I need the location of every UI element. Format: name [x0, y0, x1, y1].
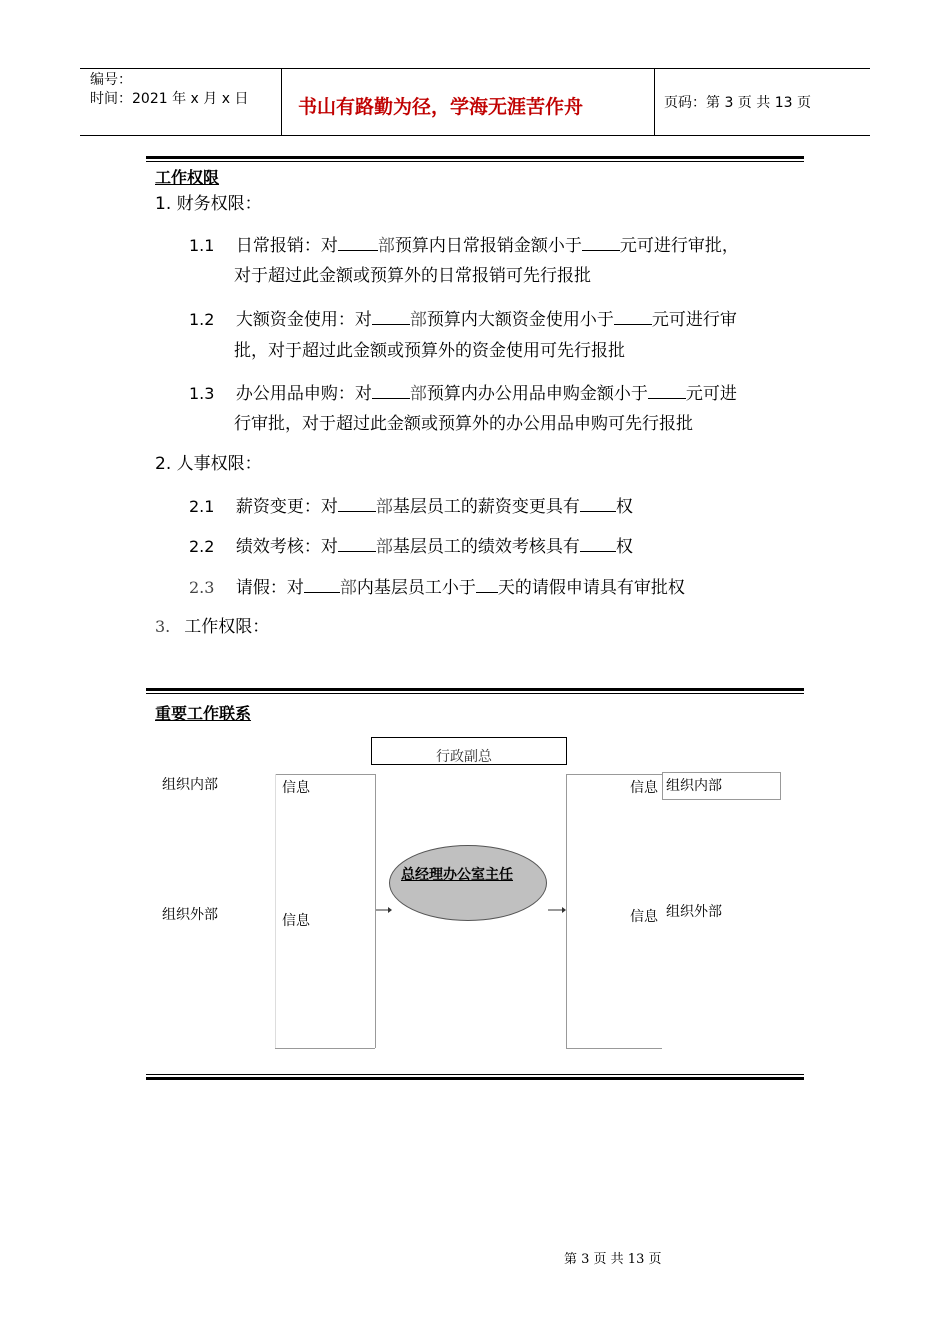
- section2-rule-thick: [146, 688, 804, 691]
- item-text: 薪资变更：对: [235, 497, 338, 517]
- item-text: 基层员工的绩效考核具有: [392, 537, 580, 557]
- blank-field[interactable]: [648, 380, 686, 399]
- section2-bottom-rule-thick: [146, 1077, 804, 1080]
- item-text: 元可进行审: [651, 310, 737, 330]
- center-label: 总经理办公室主任: [401, 867, 513, 883]
- header-date: 时间：2021 年 x 月 x 日: [90, 91, 249, 107]
- left-info-2: 信息: [282, 913, 310, 929]
- header-divider-1: [281, 68, 282, 136]
- item-1-3: [189, 380, 737, 406]
- section1-title: 工作权限: [155, 168, 220, 187]
- left-bracket-bottom: [275, 1048, 375, 1049]
- dept-word: 部: [339, 578, 357, 598]
- item-number: 1.2: [189, 310, 215, 329]
- blank-field[interactable]: [372, 380, 410, 399]
- item-number: 2.3: [189, 578, 215, 597]
- item-1-1-line2: 对于超过此金额或预算外的日常报销可先行报批: [234, 266, 591, 286]
- item-1-1: [189, 232, 739, 258]
- item-text: 天的请假申请具有审批权: [497, 578, 685, 598]
- dept-word: 部: [409, 310, 427, 330]
- blank-field[interactable]: [614, 306, 652, 325]
- item-text: 办公用品申购：对: [235, 384, 372, 404]
- right-bracket-bottom: [566, 1048, 662, 1049]
- right-info-2: 信息: [630, 909, 658, 925]
- top-box: [371, 737, 567, 765]
- blank-field[interactable]: [580, 533, 616, 552]
- left-bracket-top: [275, 774, 375, 775]
- item-text: 绩效考核：对: [235, 537, 338, 557]
- item-number: 1.1: [189, 236, 215, 255]
- item-text: 请假：对: [235, 578, 304, 598]
- right-external-label: 组织外部: [666, 904, 722, 920]
- item-1-2: [189, 306, 737, 332]
- blank-field[interactable]: [338, 232, 378, 251]
- section1-rule-thick: [146, 156, 804, 159]
- item-text: 预算内大额资金使用小于: [426, 310, 614, 330]
- item-2-3: [189, 574, 685, 600]
- blank-field[interactable]: [476, 574, 498, 593]
- right-info-1: 信息: [630, 780, 658, 796]
- section2-bottom-rule-thin: [146, 1074, 804, 1075]
- item-number: 2.2: [189, 537, 215, 556]
- blank-field[interactable]: [338, 533, 376, 552]
- right-arrow-icon: [548, 904, 566, 916]
- item-text: 基层员工的薪资变更具有: [392, 497, 580, 517]
- finance-authority-label: 1. 财务权限：: [155, 194, 262, 214]
- header-bottom-border: [80, 135, 870, 136]
- blank-field[interactable]: [582, 232, 620, 251]
- header-page-number: 页码：第 3 页 共 13 页: [664, 95, 811, 111]
- item-1-2-line2: 批，对于超过此金额或预算外的资金使用可先行报批: [234, 341, 625, 361]
- item-number: 1.3: [189, 384, 215, 403]
- blank-field[interactable]: [372, 306, 410, 325]
- item-number: 2.1: [189, 497, 215, 516]
- left-external-label: 组织外部: [162, 907, 218, 923]
- dept-word: 部: [409, 384, 427, 404]
- item-text: 大额资金使用：对: [235, 310, 372, 330]
- blank-field[interactable]: [304, 574, 340, 593]
- left-arrow-icon: [376, 904, 392, 916]
- work-authority-item: [155, 615, 269, 639]
- item-1-3-line2: 行审批，对于超过此金额或预算外的办公用品申购可先行报批: [234, 414, 693, 434]
- item-2-1: [189, 493, 633, 519]
- blank-field[interactable]: [338, 493, 376, 512]
- item-number: 3.: [155, 617, 171, 636]
- item-text: 权: [615, 497, 633, 517]
- left-internal-label: 组织内部: [162, 777, 218, 793]
- hr-authority-label: 2. 人事权限：: [155, 454, 262, 474]
- header-divider-2: [654, 68, 655, 136]
- header-top-border: [80, 68, 870, 69]
- header-motto: 书山有路勤为径，学海无涯苦作舟: [298, 96, 584, 118]
- footer-page-number: 第 3 页 共 13 页: [564, 1252, 662, 1267]
- section1-rule-thin: [146, 161, 804, 162]
- right-internal-label: 组织内部: [666, 778, 722, 794]
- dept-word: 部: [377, 236, 395, 256]
- item-text: 内基层员工小于: [356, 578, 476, 598]
- item-text: 权: [615, 537, 633, 557]
- section2-title: 重要工作联系: [155, 704, 252, 723]
- item-text: 元可进: [685, 384, 737, 404]
- item-text: 元可进行审批，: [619, 236, 739, 256]
- left-info-1: 信息: [282, 780, 310, 796]
- section2-rule-thin: [146, 693, 804, 694]
- item-text: 日常报销：对: [235, 236, 338, 256]
- right-bracket-side: [566, 774, 567, 1048]
- left-bracket-left: [275, 774, 276, 1048]
- item-text: 预算内日常报销金额小于: [394, 236, 582, 256]
- item-2-2: [189, 533, 633, 559]
- blank-field[interactable]: [580, 493, 616, 512]
- header-serial: 编号：: [90, 72, 132, 88]
- right-bracket-top: [566, 774, 662, 775]
- top-box-label: 行政副总: [436, 749, 492, 765]
- item-text: 预算内办公用品申购金额小于: [426, 384, 648, 404]
- item-text: 工作权限：: [184, 617, 270, 637]
- dept-word: 部: [375, 497, 393, 517]
- dept-word: 部: [375, 537, 393, 557]
